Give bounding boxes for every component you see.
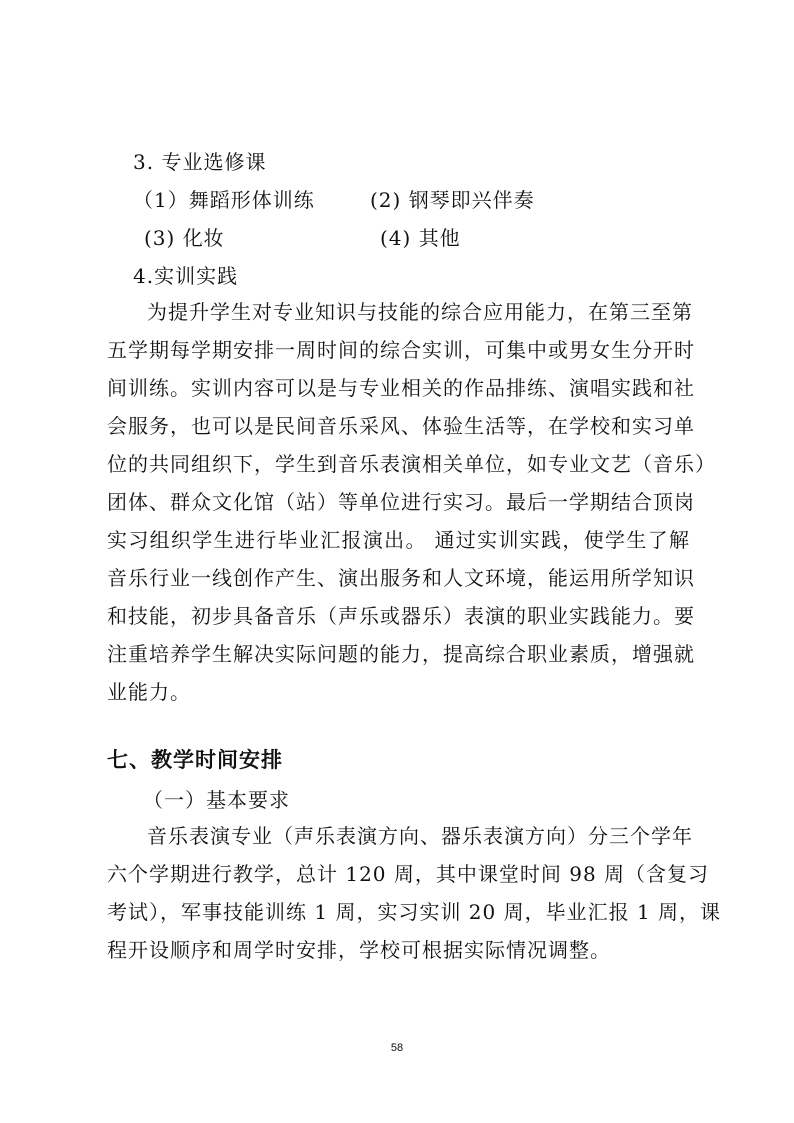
paragraph-line: 六个学期进行教学，总计 120 周，其中课堂时间 98 周（含复习 (107, 862, 710, 886)
paragraph-line: 程开设顺序和周学时安排，学校可根据实际情况调整。 (107, 938, 611, 962)
section-heading: 七、教学时间安排 (107, 748, 283, 772)
elective-item-2: (2) 钢琴即兴伴奏 (370, 188, 535, 212)
paragraph-line: 间训练。实训内容可以是与专业相关的作品排练、演唱实践和社 (107, 376, 695, 400)
elective-title: 3. 专业选修课 (133, 150, 267, 174)
paragraph-line: 和技能，初步具备音乐（声乐或器乐）表演的职业实践能力。要 (107, 604, 695, 628)
practice-title: 4.实训实践 (133, 264, 239, 288)
paragraph-line: 考试），军事技能训练 1 周，实习实训 20 周，毕业汇报 1 周，课 (107, 900, 722, 924)
paragraph-line: 实习组织学生进行毕业汇报演出。 通过实训实践，使学生了解 (107, 528, 690, 552)
paragraph-line: 业能力。 (107, 680, 191, 704)
paragraph-line: 音乐表演专业（声乐表演方向、器乐表演方向）分三个学年 (147, 824, 693, 848)
page-number: 58 (390, 1042, 404, 1054)
paragraph-line: 五学期每学期安排一周时间的综合实训，可集中或男女生分开时 (107, 338, 695, 362)
paragraph-line: 位的共同组织下，学生到音乐表演相关单位，如专业文艺（音乐） (107, 452, 716, 476)
paragraph-line: 音乐行业一线创作产生、演出服务和人文环境，能运用所学知识 (107, 566, 695, 590)
paragraph-line: 团体、群众文化馆（站）等单位进行实习。最后一学期结合顶岗 (107, 490, 695, 514)
paragraph-line: 会服务，也可以是民间音乐采风、体验生活等，在学校和实习单 (107, 414, 695, 438)
paragraph-line: 注重培养学生解决实际问题的能力，提高综合职业素质，增强就 (107, 642, 695, 666)
elective-item-3: (3) 化妆 (144, 226, 225, 250)
elective-item-4: (4) 其他 (380, 226, 461, 250)
elective-item-1: （1）舞蹈形体训练 (133, 188, 315, 212)
paragraph-line: 为提升学生对专业知识与技能的综合应用能力，在第三至第 (147, 300, 693, 324)
section-subheading: （一）基本要求 (143, 788, 290, 812)
